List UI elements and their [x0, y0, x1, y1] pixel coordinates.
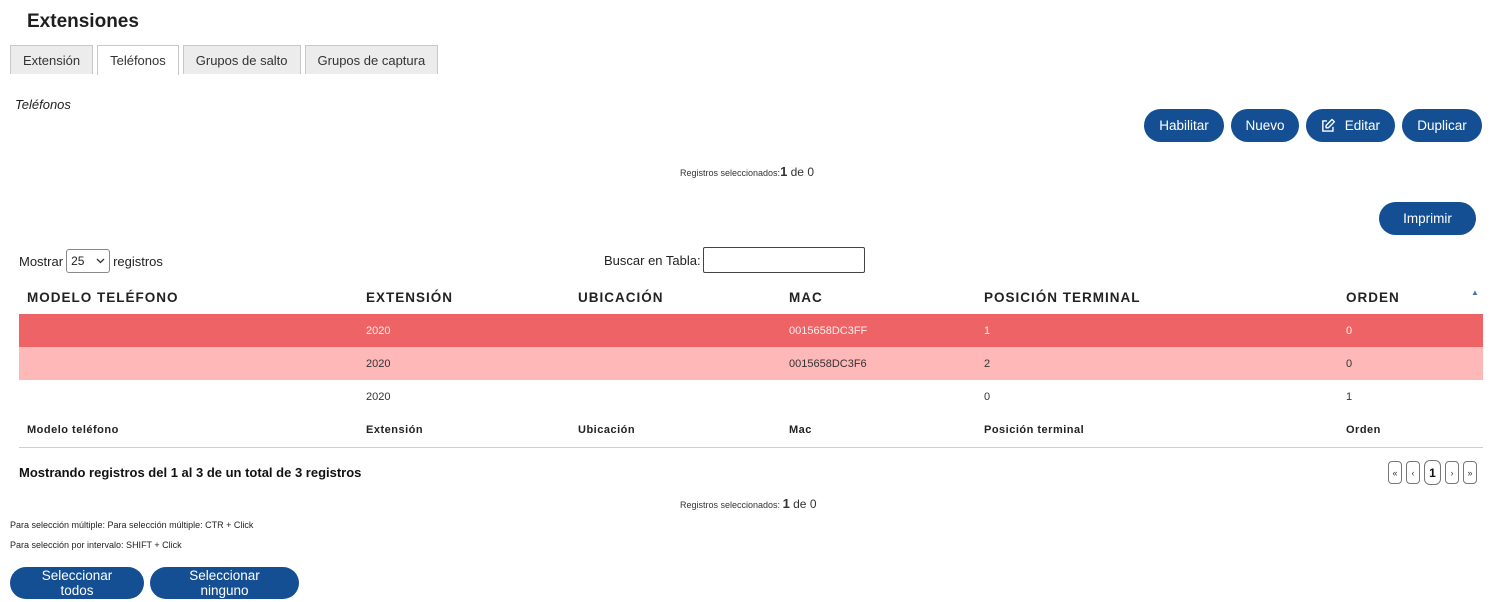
- cell-extension: 2020: [366, 390, 391, 403]
- footer-posicion: Posición terminal: [976, 413, 1338, 447]
- cell-ubicacion: [570, 314, 781, 347]
- selected-total: de 0: [787, 165, 814, 179]
- selected-count-bottom: [680, 496, 817, 511]
- table-search: [604, 247, 865, 273]
- cell-posicion: 0: [984, 390, 991, 403]
- selected-count: 1: [780, 164, 788, 179]
- footer-orden: Orden: [1338, 413, 1483, 447]
- table-footer-row: [19, 413, 1483, 447]
- duplicar-button[interactable]: Duplicar: [1402, 109, 1482, 142]
- table-row[interactable]: [19, 380, 1483, 413]
- column-header-orden[interactable]: ORDEN: [1346, 290, 1400, 305]
- next-page-button[interactable]: ›: [1445, 461, 1459, 484]
- records-label: registros: [113, 253, 163, 269]
- page-title: Extensiones: [27, 11, 139, 32]
- cell-extension: 2020: [358, 347, 570, 380]
- pagination: [1388, 461, 1477, 485]
- column-header-extension[interactable]: EXTENSIÓN: [366, 290, 454, 305]
- footer-modelo: Modelo teléfono: [19, 413, 358, 447]
- page-1-button[interactable]: 1: [1424, 460, 1441, 485]
- selected-count-top: [680, 164, 814, 179]
- section-label: Teléfonos: [15, 97, 71, 112]
- page-size-select[interactable]: [66, 249, 110, 273]
- footer-extension: Extensión: [358, 413, 570, 447]
- edit-icon: [1321, 118, 1336, 133]
- cell-orden: 0: [1338, 314, 1483, 347]
- tab-grupos-de-salto[interactable]: Grupos de salto: [183, 45, 301, 74]
- cell-mac: 0015658DC3F6: [781, 347, 976, 380]
- hint-multiple: Para selección múltiple: Para selección múltiple: CTR + Click: [10, 520, 254, 530]
- footer-mac: Mac: [781, 413, 976, 447]
- cell-ubicacion: [570, 347, 781, 380]
- footer-ubicacion: Ubicación: [570, 413, 781, 447]
- select-all-button[interactable]: Seleccionar todos: [10, 567, 144, 599]
- editar-button[interactable]: [1306, 109, 1395, 142]
- selected-prefix: Registros seleccionados:: [680, 500, 783, 510]
- cell-orden: 1: [1346, 390, 1353, 403]
- nuevo-button[interactable]: Nuevo: [1231, 109, 1299, 142]
- column-header-posicion[interactable]: POSICIÓN TERMINAL: [984, 290, 1141, 305]
- sort-asc-icon[interactable]: ▲: [1471, 288, 1479, 297]
- selected-prefix: Registros seleccionados:: [680, 168, 781, 178]
- cell-modelo: [19, 347, 358, 380]
- search-label: Buscar en Tabla:: [604, 252, 701, 268]
- tab-extension[interactable]: Extensión: [10, 45, 93, 74]
- toolbar: [1144, 109, 1482, 142]
- cell-posicion: 2: [976, 347, 1338, 380]
- editar-label: Editar: [1344, 118, 1380, 133]
- cell-modelo: [19, 380, 358, 413]
- cell-modelo: [19, 314, 358, 347]
- show-label: Mostrar: [19, 253, 64, 269]
- prev-page-button[interactable]: ‹: [1406, 461, 1420, 484]
- table-row[interactable]: [19, 347, 1483, 380]
- cell-ubicacion: [570, 380, 781, 413]
- cell-posicion: 1: [976, 314, 1338, 347]
- habilitar-button[interactable]: Habilitar: [1144, 109, 1224, 142]
- table-info: Mostrando registros del 1 al 3 de un total de 3 registros: [19, 465, 362, 480]
- chevron-down-icon: [96, 258, 105, 264]
- hint-interval: Para selección por intervalo: SHIFT + Click: [10, 540, 182, 550]
- length-control: [19, 249, 163, 273]
- imprimir-button[interactable]: Imprimir: [1379, 202, 1476, 235]
- tab-bar: [10, 45, 438, 75]
- column-header-mac[interactable]: MAC: [789, 290, 823, 305]
- table-header-row: [19, 281, 1483, 314]
- phones-table: [19, 281, 1483, 448]
- first-page-button[interactable]: «: [1388, 461, 1402, 484]
- search-input[interactable]: [703, 247, 865, 273]
- last-page-button[interactable]: »: [1463, 461, 1477, 484]
- column-header-modelo[interactable]: MODELO TELÉFONO: [27, 290, 179, 305]
- tab-telefonos[interactable]: Teléfonos: [97, 45, 179, 75]
- selection-buttons: [10, 567, 299, 599]
- selected-total: de 0: [789, 497, 817, 511]
- cell-mac: 0015658DC3FF: [781, 314, 976, 347]
- cell-mac: [781, 380, 976, 413]
- cell-orden: 0: [1338, 347, 1483, 380]
- selected-count: 1: [782, 496, 790, 511]
- tab-grupos-de-captura[interactable]: Grupos de captura: [305, 45, 439, 74]
- cell-extension: 2020: [358, 314, 570, 347]
- table-row[interactable]: [19, 314, 1483, 347]
- page-size-value: 25: [71, 254, 85, 268]
- select-none-button[interactable]: Seleccionar ninguno: [150, 567, 299, 599]
- column-header-ubicacion[interactable]: UBICACIÓN: [578, 290, 664, 305]
